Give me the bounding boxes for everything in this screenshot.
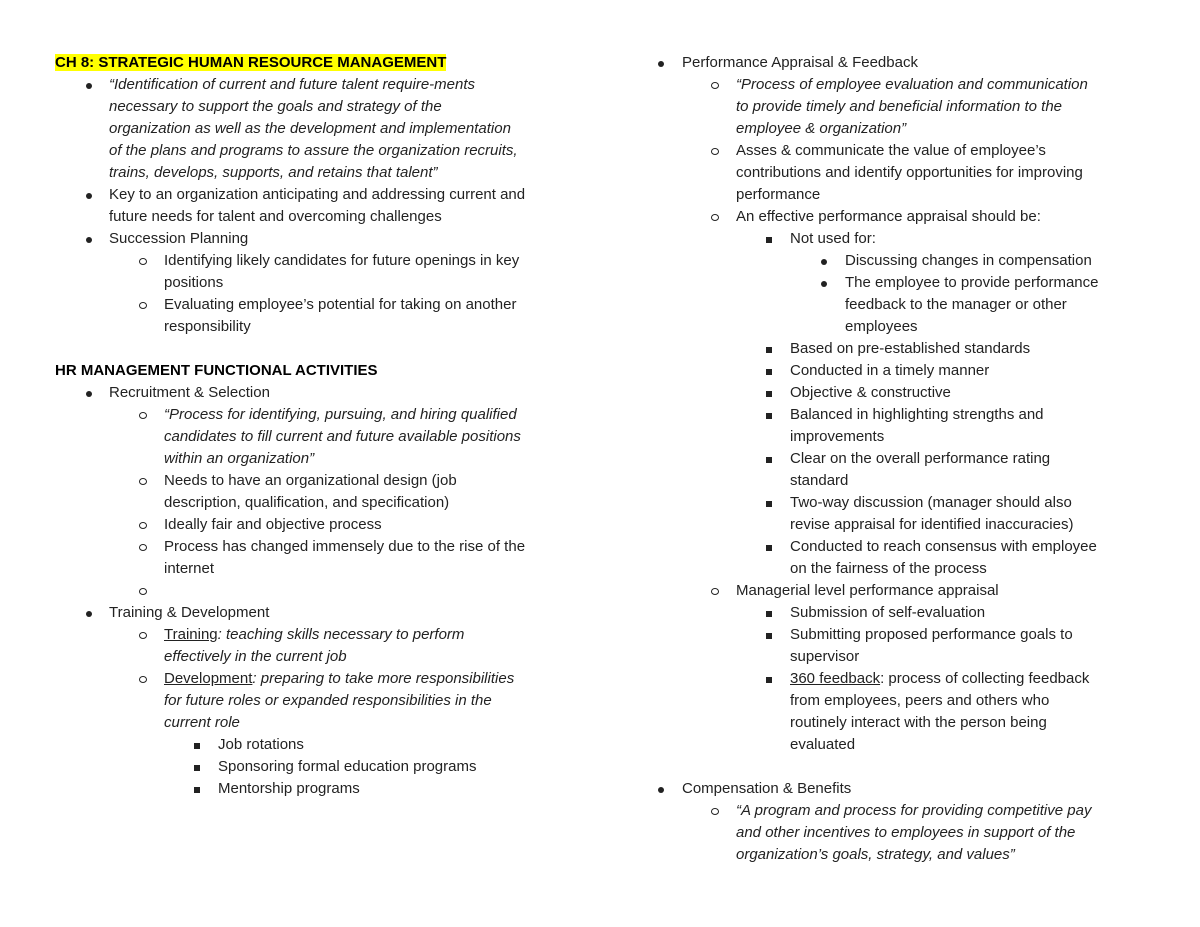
list-item: “Process for identifying, pursuing, and hiring qualified xyxy=(55,404,580,426)
bullet-square-icon xyxy=(759,624,779,639)
bullet-square-icon xyxy=(759,404,779,419)
bullet-circle-icon xyxy=(133,250,153,265)
bullet-circle-icon xyxy=(705,580,725,595)
list-item-continuation: performance xyxy=(736,186,821,203)
list-item: Balanced in highlighting strengths and xyxy=(627,404,1167,426)
list-item: An effective performance appraisal should be: xyxy=(627,206,1167,228)
list-item-continuation: current role xyxy=(164,714,240,731)
list-item: Training: teaching skills necessary to perform xyxy=(55,624,580,646)
bullet-square-icon xyxy=(187,778,207,793)
list-item-continuation: within an organization” xyxy=(164,450,315,467)
bullet-disc-icon xyxy=(79,74,99,89)
list-item: “Identification of current and future talent require-ments xyxy=(55,74,580,96)
bullet-square-icon xyxy=(187,756,207,771)
list-item-continuation: organization as well as the development and implementation xyxy=(109,120,511,137)
chapter-title: CH 8: STRATEGIC HUMAN RESOURCE MANAGEMENT xyxy=(55,54,447,71)
list-item-continuation: for future roles or expanded responsibilities in the xyxy=(164,692,492,709)
bullet-square-icon xyxy=(759,492,779,507)
bullet-disc-icon xyxy=(79,382,99,397)
list-item-continuation: routinely interact with the person being xyxy=(790,714,1047,731)
list-item-continuation: on the fairness of the process xyxy=(790,560,987,577)
bullet-disc-icon xyxy=(814,250,834,265)
list-item: Job rotations xyxy=(55,734,580,756)
list-item: Not used for: xyxy=(627,228,1167,250)
list-item-continuation: trains, develops, supports, and retains that talent” xyxy=(109,164,438,181)
bullet-circle-icon xyxy=(133,470,153,485)
left-column xyxy=(55,52,580,800)
list-item: Ideally fair and objective process xyxy=(55,514,580,536)
list-item-continuation: responsibility xyxy=(164,318,251,335)
bullet-square-icon xyxy=(187,734,207,749)
right-column xyxy=(627,52,1167,866)
list-item-continuation: supervisor xyxy=(790,648,860,665)
list-item-continuation: to provide timely and beneficial information to the xyxy=(736,98,1063,115)
bullet-circle-icon xyxy=(133,514,153,529)
list-item-continuation: positions xyxy=(164,274,224,291)
list-item: Sponsoring formal education programs xyxy=(55,756,580,778)
bullet-square-icon xyxy=(759,360,779,375)
spacer xyxy=(55,338,580,360)
list-item: 360 feedback: process of collecting feedback xyxy=(627,668,1167,690)
list-item: Clear on the overall performance rating xyxy=(627,448,1167,470)
spacer xyxy=(627,756,1167,778)
list-item: Objective & constructive xyxy=(627,382,1167,404)
list-item-continuation: future needs for talent and overcoming challenges xyxy=(109,208,442,225)
list-item: Managerial level performance appraisal xyxy=(627,580,1167,602)
list-item-continuation: necessary to support the goals and strategy of the xyxy=(109,98,442,115)
list-item-continuation: of the plans and programs to assure the organization recruits, xyxy=(109,142,518,159)
list-item-continuation: feedback to the manager or other xyxy=(845,296,1067,313)
list-item: Two-way discussion (manager should also xyxy=(627,492,1167,514)
list-item-continuation: from employees, peers and others who xyxy=(790,692,1050,709)
list-item-continuation: employees xyxy=(845,318,918,335)
bullet-square-icon xyxy=(759,382,779,397)
list-item: Key to an organization anticipating and addressing current and xyxy=(55,184,580,206)
bullet-disc-icon xyxy=(79,228,99,243)
list-item: Training & Development xyxy=(55,602,580,624)
bullet-square-icon xyxy=(759,668,779,683)
bullet-disc-icon xyxy=(651,52,671,67)
bullet-circle-icon xyxy=(705,800,725,815)
list-item: Conducted in a timely manner xyxy=(627,360,1167,382)
list-item: Development: preparing to take more responsibilities xyxy=(55,668,580,690)
bullet-circle-icon xyxy=(133,624,153,639)
bullet-disc-icon xyxy=(814,272,834,287)
list-item-continuation: evaluated xyxy=(790,736,856,753)
list-item: Succession Planning xyxy=(55,228,580,250)
bullet-square-icon xyxy=(759,536,779,551)
bullet-circle-icon xyxy=(133,536,153,551)
list-item-continuation: description, qualification, and specification) xyxy=(164,494,450,511)
list-item-continuation: candidates to fill current and future available positions xyxy=(164,428,521,445)
list-item-continuation: revise appraisal for identified inaccuracies) xyxy=(790,516,1074,533)
list-item: Compensation & Benefits xyxy=(627,778,1167,800)
list-item-continuation: effectively in the current job xyxy=(164,648,347,665)
list-item: Submitting proposed performance goals to xyxy=(627,624,1167,646)
list-item: Discussing changes in compensation xyxy=(627,250,1167,272)
list-item: Process has changed immensely due to the rise of the xyxy=(55,536,580,558)
bullet-disc-icon xyxy=(79,184,99,199)
bullet-disc-icon xyxy=(79,602,99,617)
bullet-circle-icon xyxy=(133,668,153,683)
list-item: Recruitment & Selection xyxy=(55,382,580,404)
list-item: Submission of self-evaluation xyxy=(627,602,1167,624)
list-item: Identifying likely candidates for future openings in key xyxy=(55,250,580,272)
list-item-continuation: internet xyxy=(164,560,215,577)
bullet-square-icon xyxy=(759,602,779,617)
bullet-circle-icon xyxy=(133,580,153,595)
list-item: Evaluating employee’s potential for taking on another xyxy=(55,294,580,316)
bullet-circle-icon xyxy=(705,74,725,89)
list-item-continuation: and other incentives to employees in support of the xyxy=(736,824,1076,841)
list-item: “A program and process for providing competitive pay xyxy=(627,800,1167,822)
list-item: “Process of employee evaluation and communication xyxy=(627,74,1167,96)
section-heading: HR MANAGEMENT FUNCTIONAL ACTIVITIES xyxy=(55,362,378,379)
bullet-square-icon xyxy=(759,338,779,353)
list-item-continuation: employee & organization” xyxy=(736,120,907,137)
list-item-continuation: organization’s goals, strategy, and values” xyxy=(736,846,1015,863)
bullet-square-icon xyxy=(759,228,779,243)
bullet-circle-icon xyxy=(133,294,153,309)
bullet-circle-icon xyxy=(705,206,725,221)
bullet-disc-icon xyxy=(651,778,671,793)
bullet-circle-icon xyxy=(705,140,725,155)
list-item-continuation: standard xyxy=(790,472,849,489)
list-item: Mentorship programs xyxy=(55,778,580,800)
list-item: The employee to provide performance xyxy=(627,272,1167,294)
list-item: Based on pre-established standards xyxy=(627,338,1167,360)
list-item: Performance Appraisal & Feedback xyxy=(627,52,1167,74)
bullet-square-icon xyxy=(759,448,779,463)
list-item-continuation: improvements xyxy=(790,428,885,445)
list-item: Asses & communicate the value of employee’s xyxy=(627,140,1167,162)
list-item: Needs to have an organizational design (job xyxy=(55,470,580,492)
list-item: Conducted to reach consensus with employee xyxy=(627,536,1167,558)
empty-list-item xyxy=(55,580,580,602)
list-item-continuation: contributions and identify opportunities for improving xyxy=(736,164,1083,181)
bullet-circle-icon xyxy=(133,404,153,419)
